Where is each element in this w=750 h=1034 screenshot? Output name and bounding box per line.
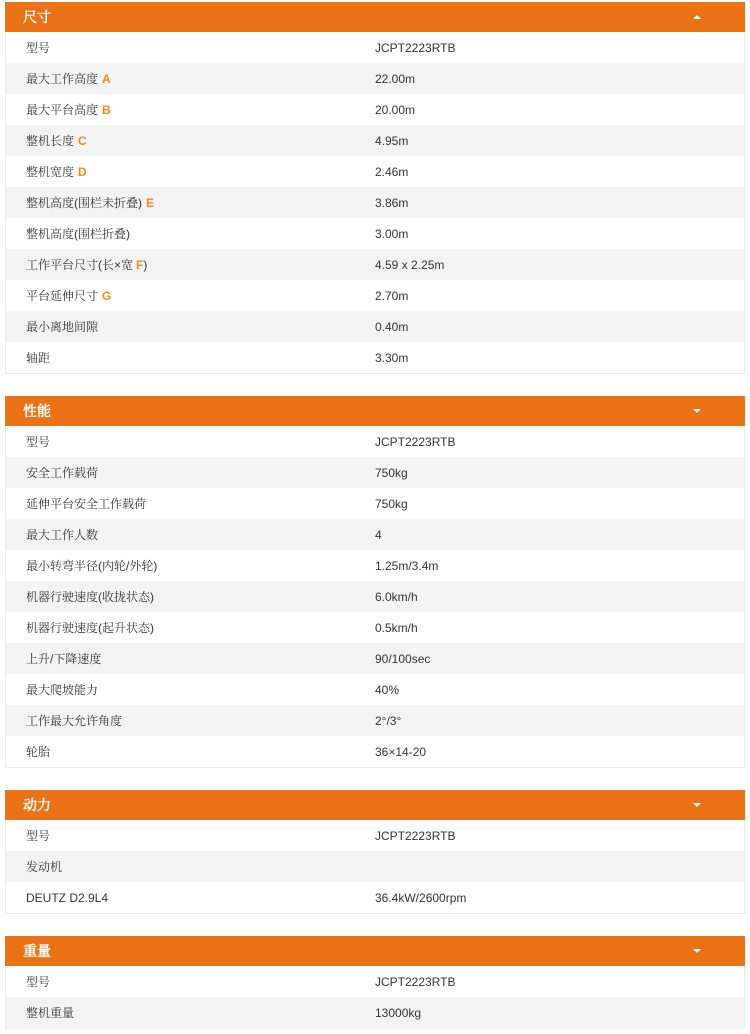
row-label: 整机重量 [26,1006,75,1020]
row-label: 轮胎 [26,745,51,759]
caret-down-icon[interactable] [692,801,702,809]
row-value: 36.4kW/2600rpm [375,890,467,905]
table-row [6,32,744,63]
section-power [5,790,745,914]
table-row [6,94,744,125]
row-label [6,256,375,273]
table-row [6,156,744,187]
row-label: 上升/下降速度 [26,652,102,666]
table-row [6,705,744,736]
table-row [6,674,744,705]
table-row [6,581,744,612]
section-title: 重量 [23,943,51,959]
table-row [6,851,744,882]
row-value: 2.70m [375,288,409,303]
label-text: 整机宽度 [26,165,75,179]
row-value: 4 [375,527,382,542]
dimension-marker: G [102,289,112,303]
row-label [6,225,375,242]
row-label: 型号 [26,975,51,989]
table-row [6,550,744,581]
row-label [6,70,375,87]
row-value: 20.00m [375,102,416,117]
section-header-power[interactable] [5,790,745,820]
row-label: 型号 [26,435,51,449]
row-value: 4.59 x 2.25m [375,257,445,272]
table-row [6,342,744,373]
table-row [6,519,744,550]
section-body [5,966,745,1029]
dimension-marker: B [102,103,111,117]
table-row [6,882,744,913]
section-header-performance[interactable] [5,396,745,426]
caret-up-icon[interactable] [692,13,702,21]
row-value: 2°/3° [375,713,402,728]
row-label [6,287,375,304]
row-label: 安全工作载荷 [26,466,99,480]
row-label: 工作最大允许角度 [26,714,123,728]
label-text: 最大平台高度 [26,103,99,117]
row-value: 6.0km/h [375,589,418,604]
row-label: 最大爬坡能力 [26,683,99,697]
row-value: JCPT2223RTB [375,434,456,449]
label-suffix: ) [143,258,148,272]
table-row [6,488,744,519]
row-value: 3.00m [375,226,409,241]
table-row [6,187,744,218]
row-label [6,132,375,149]
row-value: JCPT2223RTB [375,828,456,843]
section-body [5,426,745,768]
table-row [6,966,744,997]
section-header-weight[interactable] [5,936,745,966]
row-label: 机器行驶速度(收拢状态) [26,590,154,604]
spec-sections [5,2,745,1029]
row-value: 3.86m [375,195,409,210]
label-text: 工作平台尺寸(长×宽 [26,258,134,272]
dimension-marker: A [102,72,111,86]
section-weight [5,936,745,1029]
row-label [6,163,375,180]
caret-down-icon[interactable] [692,947,702,955]
label-text: 整机长度 [26,134,75,148]
section-body [5,32,745,374]
row-label [6,194,375,211]
row-label [6,39,375,56]
row-value: 750kg [375,496,408,511]
dimension-marker: D [78,165,87,179]
label-text: 轴距 [26,351,51,365]
table-row [6,457,744,488]
row-label: 型号 [26,829,51,843]
row-value: 2.46m [375,164,409,179]
table-row [6,125,744,156]
row-value: 36×14-20 [375,744,427,759]
section-title: 性能 [23,403,51,419]
row-value: 90/100sec [375,651,431,666]
table-row [6,736,744,767]
row-label: 最小转弯半径(内轮/外轮) [26,559,158,573]
dimension-marker: F [136,258,144,272]
section-title: 尺寸 [23,9,51,25]
row-value: 0.5km/h [375,620,418,635]
section-performance [5,396,745,768]
section-title: 动力 [23,797,51,813]
section-header-dimensions[interactable] [5,2,745,32]
row-label [6,101,375,118]
row-label: 延伸平台安全工作载荷 [26,497,147,511]
table-row [6,997,744,1028]
label-text: 最大工作高度 [26,72,99,86]
table-row [6,612,744,643]
table-row [6,643,744,674]
row-value: 4.95m [375,133,409,148]
label-text: 最小离地间隙 [26,320,99,334]
dimension-marker: C [78,134,87,148]
row-value: 40% [375,682,400,697]
row-value: 750kg [375,465,408,480]
dimension-marker: E [146,196,155,210]
section-body [5,820,745,914]
row-label: 发动机 [26,860,63,874]
row-value: JCPT2223RTB [375,974,456,989]
table-row [6,218,744,249]
row-label: 机器行驶速度(起升状态) [26,621,154,635]
section-dimensions [5,2,745,374]
row-label: 最大工作人数 [26,528,99,542]
row-value: 3.30m [375,350,409,365]
label-text: 型号 [26,41,51,55]
label-text: 整机高度(围栏折叠) [26,227,130,241]
label-text: 整机高度(围栏未折叠) [26,196,142,210]
table-row [6,280,744,311]
table-row [6,820,744,851]
row-value: JCPT2223RTB [375,40,456,55]
table-row [6,63,744,94]
table-row [6,311,744,342]
row-label [6,349,375,366]
label-text: 平台延伸尺寸 [26,289,99,303]
row-value: 1.25m/3.4m [375,558,439,573]
row-label: DEUTZ D2.9L4 [26,890,109,905]
table-row [6,426,744,457]
row-value: 22.00m [375,71,416,86]
row-value: 13000kg [375,1005,422,1020]
table-row [6,249,744,280]
row-label [6,318,375,335]
row-value: 0.40m [375,319,409,334]
caret-down-icon[interactable] [692,407,702,415]
